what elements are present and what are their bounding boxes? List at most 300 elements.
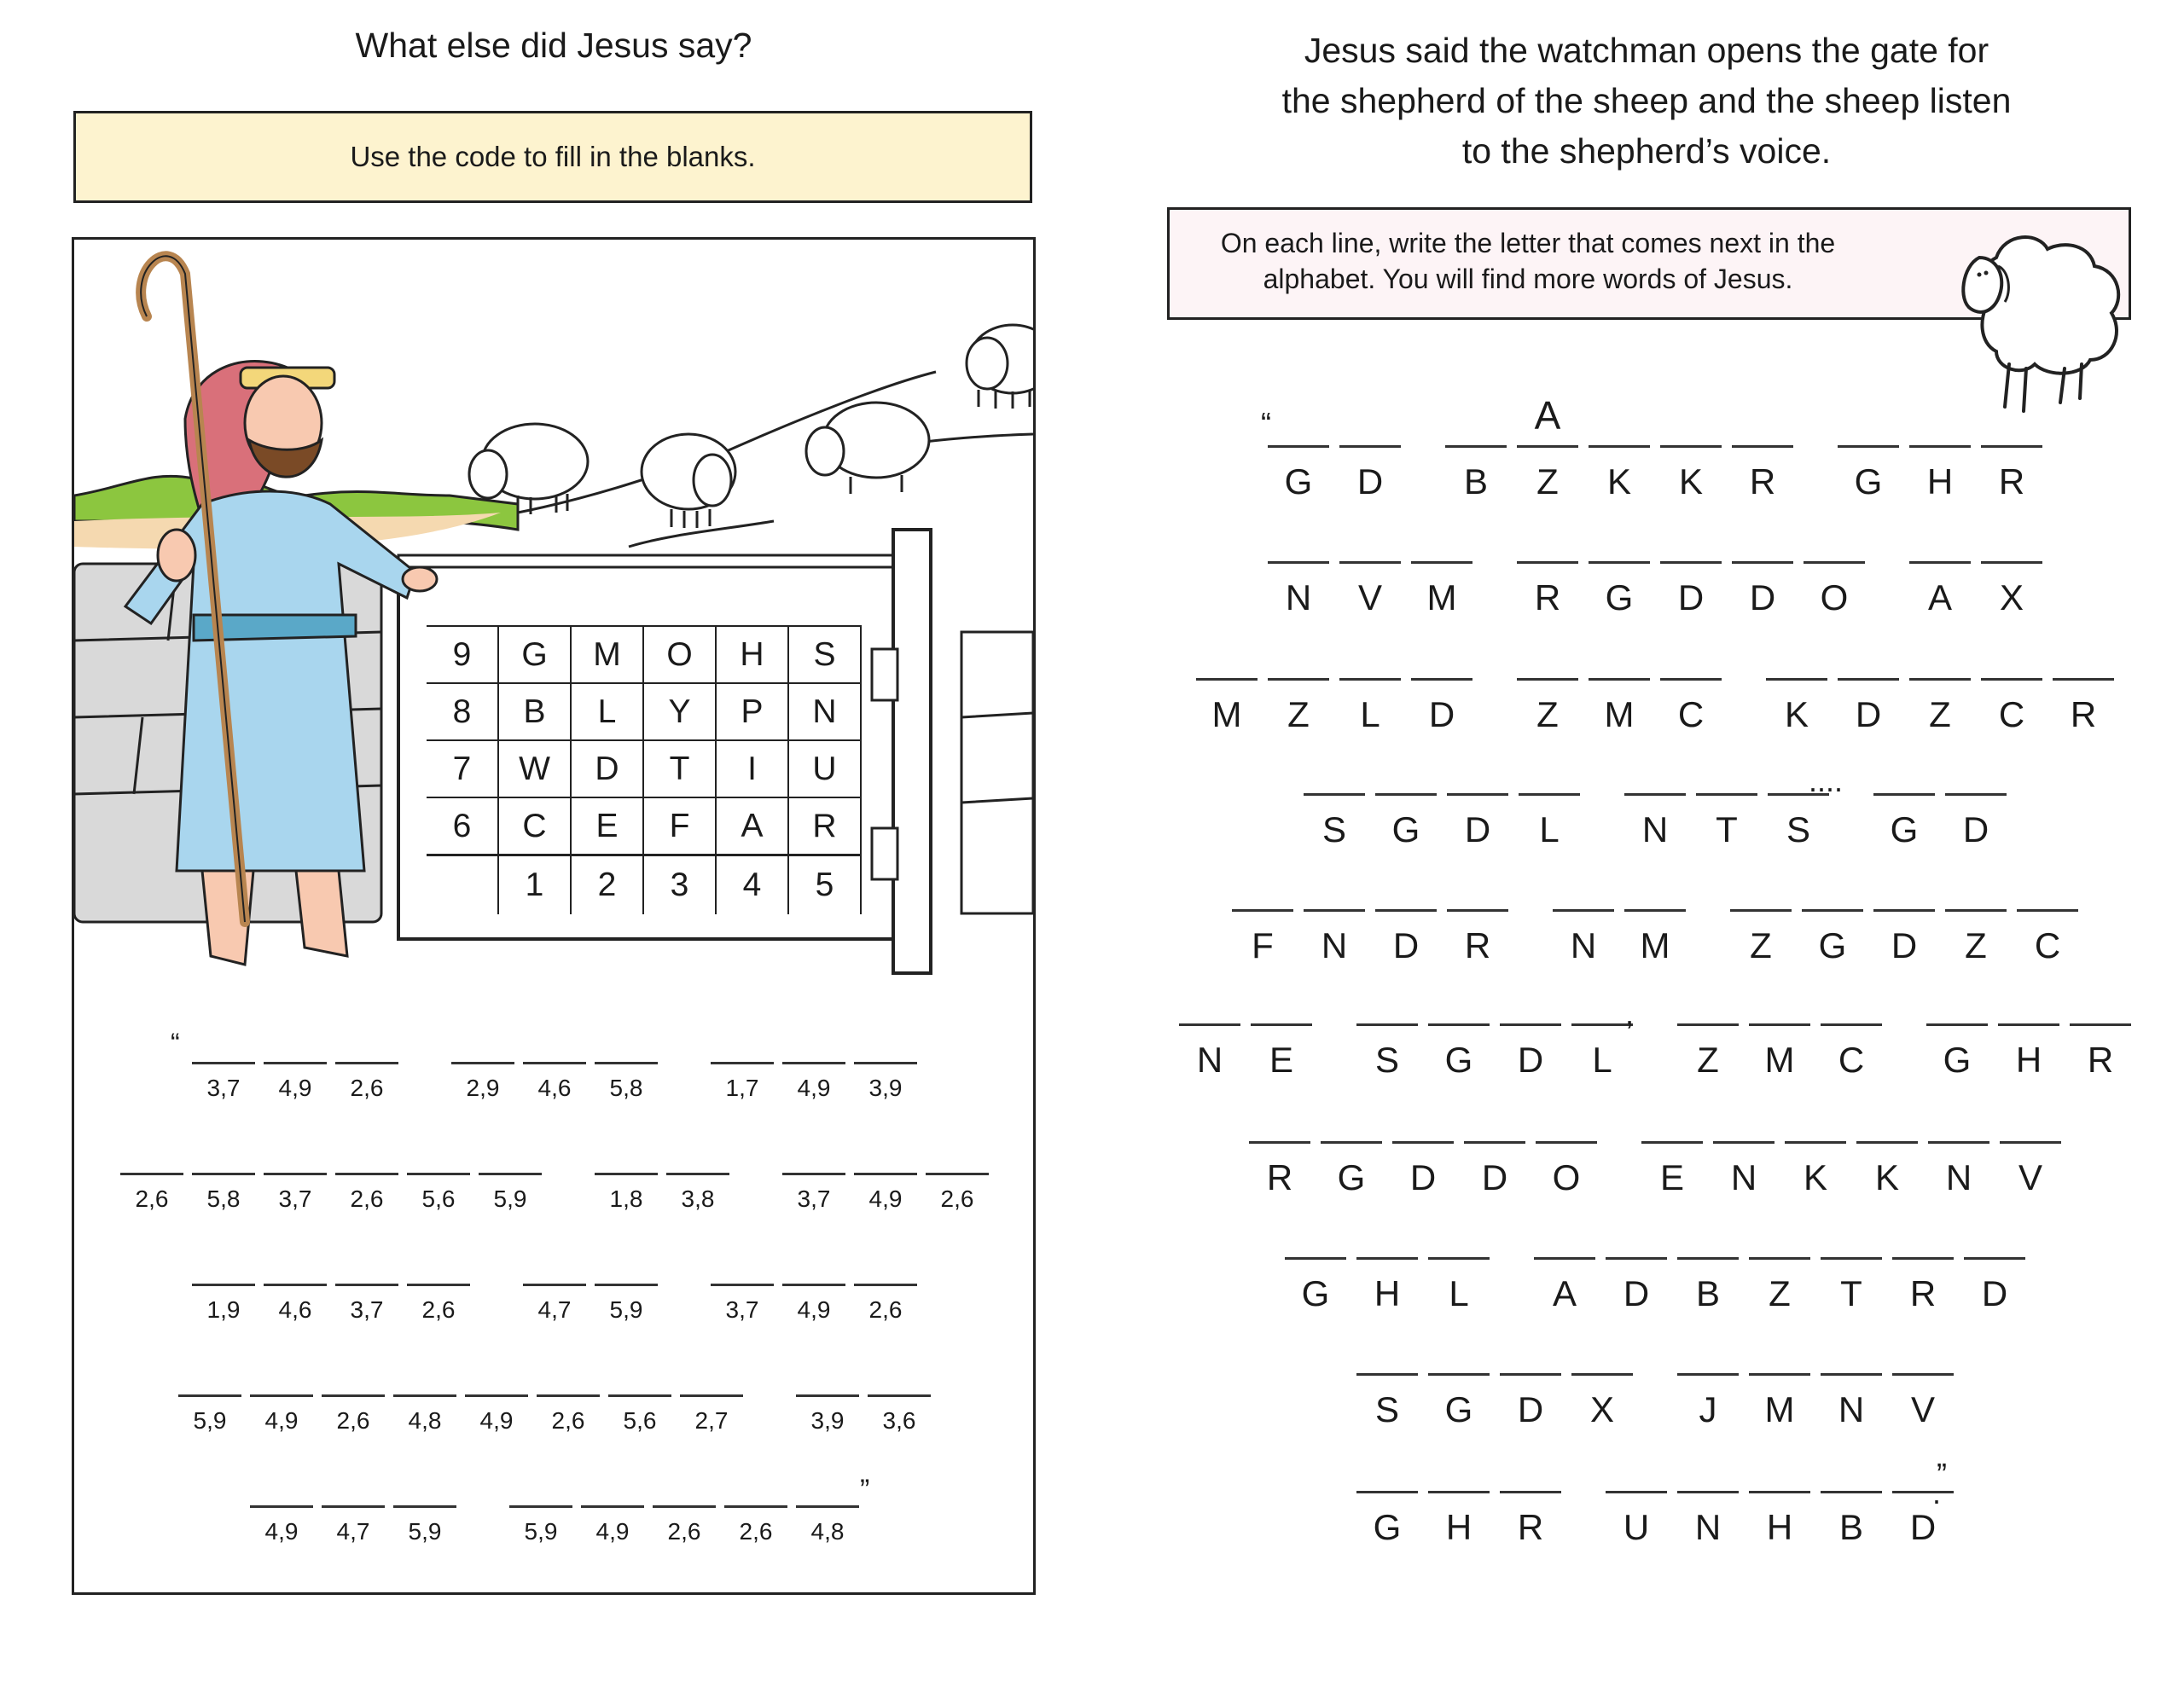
answer-blank[interactable] bbox=[1375, 909, 1437, 912]
cipher-letter: Z bbox=[1287, 694, 1310, 734]
answer-blank[interactable] bbox=[1624, 909, 1686, 912]
cipher-slot bbox=[1623, 909, 1687, 966]
cipher-letter: G bbox=[1284, 461, 1313, 501]
cipher-word bbox=[1636, 1141, 2066, 1198]
cipher-letter: H bbox=[1445, 1507, 1472, 1547]
cipher-slot bbox=[1570, 1023, 1635, 1081]
answer-blank[interactable] bbox=[1519, 793, 1580, 796]
cipher-slot bbox=[1979, 445, 2044, 502]
cipher-letter: D bbox=[1749, 577, 1776, 617]
code-pair: 5,8 bbox=[609, 1075, 643, 1101]
answer-blank[interactable] bbox=[1321, 1141, 1382, 1144]
answer-blank[interactable] bbox=[1589, 678, 1650, 681]
answer-blank[interactable] bbox=[1964, 1257, 2025, 1260]
answer-blank[interactable] bbox=[1447, 793, 1508, 796]
answer-blank[interactable] bbox=[1660, 445, 1722, 448]
answer-blank[interactable] bbox=[407, 1173, 470, 1175]
answer-blank[interactable] bbox=[653, 1505, 716, 1508]
answer-blank[interactable] bbox=[250, 1505, 313, 1508]
answer-blank[interactable] bbox=[854, 1173, 917, 1175]
cipher-slot bbox=[1694, 793, 1759, 850]
answer-blank[interactable] bbox=[680, 1394, 743, 1397]
grid-cell: N bbox=[788, 683, 861, 740]
answer-blank[interactable] bbox=[854, 1284, 917, 1286]
cipher-letter: A bbox=[1552, 1273, 1577, 1313]
code-slot bbox=[250, 1505, 313, 1545]
cipher-letter: N bbox=[1285, 577, 1312, 617]
answer-blank[interactable] bbox=[1766, 678, 1827, 681]
cipher-slot bbox=[1747, 1373, 1812, 1430]
answer-blank[interactable] bbox=[1677, 1491, 1739, 1493]
code-pair: 4,9 bbox=[264, 1407, 299, 1434]
answer-blank[interactable] bbox=[1428, 1257, 1490, 1260]
cipher-letter: D bbox=[1981, 1273, 2008, 1313]
code-pair: 4,8 bbox=[810, 1518, 845, 1545]
code-slot bbox=[782, 1284, 845, 1324]
answer-blank[interactable] bbox=[1589, 561, 1650, 564]
answer-blank[interactable] bbox=[1534, 1257, 1595, 1260]
answer-blank[interactable] bbox=[1981, 678, 2042, 681]
grid-column-label: 5 bbox=[788, 855, 861, 915]
cipher-line bbox=[1169, 1373, 2141, 1430]
answer-blank[interactable] bbox=[1873, 909, 1935, 912]
answer-blank[interactable] bbox=[393, 1505, 456, 1508]
answer-blank[interactable] bbox=[1873, 793, 1935, 796]
cipher-letter: G bbox=[1301, 1273, 1330, 1313]
answer-blank[interactable] bbox=[711, 1062, 774, 1064]
answer-blank[interactable] bbox=[581, 1505, 644, 1508]
cipher-slot bbox=[1355, 1023, 1420, 1081]
code-slot bbox=[120, 1173, 183, 1213]
code-slot bbox=[264, 1284, 327, 1324]
answer-blank[interactable] bbox=[1445, 445, 1507, 448]
answer-blank[interactable] bbox=[1749, 1023, 1810, 1026]
answer-blank[interactable] bbox=[335, 1173, 398, 1175]
cipher-letter: Z bbox=[1697, 1040, 1719, 1080]
answer-blank[interactable] bbox=[1945, 793, 2007, 796]
answer-blank[interactable] bbox=[1251, 1023, 1312, 1026]
code-pair: 4,9 bbox=[797, 1075, 831, 1101]
answer-blank[interactable] bbox=[1730, 909, 1792, 912]
cipher-slot bbox=[1836, 678, 1901, 735]
code-pair: 2,6 bbox=[667, 1518, 701, 1545]
open-quote: “ bbox=[1261, 406, 1271, 441]
answer-blank[interactable] bbox=[666, 1173, 729, 1175]
answer-blank[interactable] bbox=[1428, 1023, 1490, 1026]
code-pair: 5,6 bbox=[623, 1407, 657, 1434]
answer-blank[interactable] bbox=[335, 1284, 398, 1286]
answer-blank[interactable] bbox=[608, 1394, 671, 1397]
answer-blank[interactable] bbox=[1660, 561, 1722, 564]
answer-blank[interactable] bbox=[1517, 561, 1578, 564]
answer-blank[interactable] bbox=[1660, 678, 1722, 681]
answer-blank[interactable] bbox=[1804, 561, 1865, 564]
cipher-slot bbox=[1426, 1023, 1491, 1081]
code-pair: 1,7 bbox=[725, 1075, 759, 1101]
cipher-slot bbox=[1658, 445, 1723, 502]
answer-blank[interactable] bbox=[595, 1284, 658, 1286]
answer-blank[interactable] bbox=[1606, 1257, 1667, 1260]
code-pair: 4,9 bbox=[278, 1075, 312, 1101]
cipher-letter: D bbox=[1464, 809, 1491, 849]
sheep-icon bbox=[642, 434, 735, 528]
answer-blank[interactable] bbox=[1428, 1373, 1490, 1376]
cipher-letter: D bbox=[1409, 1157, 1437, 1197]
answer-blank[interactable] bbox=[1356, 1373, 1418, 1376]
answer-blank[interactable] bbox=[192, 1173, 255, 1175]
cipher-letter: X bbox=[1999, 577, 2024, 617]
answer-blank[interactable] bbox=[1928, 1141, 1989, 1144]
cipher-slot bbox=[1819, 1023, 1884, 1081]
grid-cell: M bbox=[571, 626, 643, 683]
answer-blank[interactable] bbox=[537, 1394, 600, 1397]
answer-blank[interactable] bbox=[264, 1062, 327, 1064]
code-line bbox=[75, 1173, 1034, 1213]
answer-blank[interactable] bbox=[1571, 1023, 1633, 1026]
answer-blank[interactable] bbox=[926, 1173, 989, 1175]
cipher-letter: R bbox=[1517, 1507, 1544, 1547]
answer-blank[interactable] bbox=[1713, 1141, 1774, 1144]
code-pair: 4,9 bbox=[797, 1296, 831, 1323]
hill-line bbox=[629, 521, 774, 547]
code-slot bbox=[407, 1284, 470, 1324]
code-slot bbox=[595, 1062, 658, 1102]
answer-blank[interactable] bbox=[1304, 909, 1365, 912]
answer-blank[interactable] bbox=[1909, 445, 1971, 448]
answer-blank[interactable] bbox=[1732, 561, 1793, 564]
cipher-word bbox=[1868, 793, 2012, 850]
code-word bbox=[706, 1062, 921, 1102]
answer-blank[interactable] bbox=[1749, 1373, 1810, 1376]
answer-blank[interactable] bbox=[1232, 909, 1293, 912]
answer-blank[interactable] bbox=[1179, 1023, 1240, 1026]
answer-blank[interactable] bbox=[1428, 1491, 1490, 1493]
cipher-letter: H bbox=[1926, 461, 1954, 501]
cipher-word bbox=[1672, 1023, 1887, 1081]
answer-blank[interactable] bbox=[1285, 1257, 1346, 1260]
answer-blank[interactable] bbox=[509, 1505, 572, 1508]
ellipsis: .... bbox=[1809, 763, 1844, 798]
cipher-slot bbox=[1996, 1023, 2061, 1081]
code-slot bbox=[335, 1284, 398, 1324]
cipher-slot bbox=[1855, 1141, 1920, 1198]
cipher-letter: G bbox=[1444, 1389, 1473, 1429]
answer-blank[interactable] bbox=[322, 1394, 385, 1397]
code-pair: 3,9 bbox=[810, 1407, 845, 1434]
code-pair: 2,6 bbox=[336, 1407, 370, 1434]
answer-blank[interactable] bbox=[1677, 1257, 1739, 1260]
answer-blank[interactable] bbox=[1802, 909, 1863, 912]
answer-blank[interactable] bbox=[1892, 1373, 1954, 1376]
answer-blank[interactable] bbox=[1339, 445, 1401, 448]
answer-blank[interactable] bbox=[523, 1062, 586, 1064]
code-slot bbox=[465, 1394, 528, 1435]
answer-blank[interactable] bbox=[1500, 1491, 1561, 1493]
code-pair: 5,9 bbox=[609, 1296, 643, 1323]
grid-row-label: 9 bbox=[427, 626, 498, 683]
answer-blank[interactable] bbox=[782, 1284, 845, 1286]
answer-blank[interactable] bbox=[1339, 561, 1401, 564]
answer-blank[interactable] bbox=[335, 1062, 398, 1064]
answer-blank[interactable] bbox=[1785, 1141, 1846, 1144]
grid-cell: T bbox=[643, 740, 716, 797]
cipher-word bbox=[1280, 1257, 1495, 1314]
cipher-letter: R bbox=[1534, 577, 1561, 617]
answer-blank[interactable] bbox=[854, 1062, 917, 1064]
grid-cell: L bbox=[571, 683, 643, 740]
answer-blank[interactable] bbox=[1268, 445, 1329, 448]
cipher-slot bbox=[1747, 1491, 1812, 1548]
answer-blank[interactable] bbox=[264, 1173, 327, 1175]
answer-blank[interactable] bbox=[782, 1062, 845, 1064]
answer-blank[interactable] bbox=[1500, 1373, 1561, 1376]
answer-blank[interactable] bbox=[1571, 1373, 1633, 1376]
answer-blank[interactable] bbox=[1356, 1257, 1418, 1260]
answer-blank[interactable] bbox=[192, 1062, 255, 1064]
answer-blank[interactable] bbox=[1821, 1491, 1882, 1493]
answer-blank[interactable] bbox=[1589, 445, 1650, 448]
cipher-letter: D bbox=[1517, 1040, 1544, 1080]
cipher-letter: R bbox=[1998, 461, 2025, 501]
cipher-slot bbox=[1891, 1257, 1955, 1314]
answer-blank[interactable] bbox=[1926, 1023, 1988, 1026]
answer-blank[interactable] bbox=[1641, 1141, 1703, 1144]
answer-blank[interactable] bbox=[724, 1505, 787, 1508]
cipher-letter: V bbox=[1357, 577, 1382, 617]
answer-blank[interactable] bbox=[250, 1394, 313, 1397]
answer-blank[interactable] bbox=[1375, 793, 1437, 796]
code-slot bbox=[451, 1062, 514, 1102]
answer-blank[interactable] bbox=[1892, 1257, 1954, 1260]
answer-blank[interactable] bbox=[1624, 793, 1686, 796]
answer-blank[interactable] bbox=[2017, 909, 2078, 912]
answer-blank[interactable] bbox=[1981, 445, 2042, 448]
answer-blank[interactable] bbox=[595, 1062, 658, 1064]
cipher-slot bbox=[2068, 1023, 2133, 1081]
cipher-letter: C bbox=[1677, 694, 1705, 734]
answer-blank[interactable] bbox=[1356, 1023, 1418, 1026]
answer-blank[interactable] bbox=[796, 1394, 859, 1397]
cipher-slot bbox=[1515, 678, 1580, 735]
cipher-letter: B bbox=[1695, 1273, 1720, 1313]
answer-blank[interactable] bbox=[1268, 561, 1329, 564]
code-word bbox=[188, 1284, 474, 1324]
answer-blank[interactable] bbox=[711, 1284, 774, 1286]
code-pair: 2,6 bbox=[421, 1296, 456, 1323]
answer-blank[interactable] bbox=[1677, 1023, 1739, 1026]
cipher-slot bbox=[1534, 1141, 1599, 1198]
code-pair: 3,7 bbox=[278, 1186, 312, 1212]
cipher-slot bbox=[1355, 1373, 1420, 1430]
answer-blank[interactable] bbox=[1304, 793, 1365, 796]
cipher-word bbox=[1512, 678, 1727, 735]
answer-blank[interactable] bbox=[178, 1394, 241, 1397]
answer-blank[interactable] bbox=[1500, 1023, 1561, 1026]
cipher-letter: S bbox=[1321, 809, 1346, 849]
answer-blank[interactable] bbox=[1732, 445, 1793, 448]
cipher-letter: N bbox=[1730, 1157, 1757, 1197]
code-slot bbox=[782, 1173, 845, 1213]
answer-blank[interactable] bbox=[782, 1173, 845, 1175]
answer-blank[interactable] bbox=[2053, 678, 2114, 681]
answer-blank[interactable] bbox=[523, 1284, 586, 1286]
answer-blank[interactable] bbox=[1677, 1373, 1739, 1376]
answer-blank[interactable] bbox=[1909, 678, 1971, 681]
stone-wall-right bbox=[961, 632, 1033, 913]
cipher-slot bbox=[1676, 1257, 1740, 1314]
code-pair: 3,6 bbox=[882, 1407, 916, 1434]
answer-blank[interactable] bbox=[1821, 1023, 1882, 1026]
cipher-letter: B bbox=[1838, 1507, 1863, 1547]
code-pair: 2,6 bbox=[739, 1518, 773, 1545]
cipher-word bbox=[1351, 1491, 1566, 1548]
answer-blank[interactable] bbox=[1536, 1141, 1597, 1144]
answer-blank[interactable] bbox=[1821, 1373, 1882, 1376]
cipher-letter: K bbox=[1803, 1157, 1827, 1197]
answer-blank[interactable] bbox=[1749, 1257, 1810, 1260]
answer-blank[interactable] bbox=[465, 1394, 528, 1397]
code-slot bbox=[407, 1173, 470, 1213]
answer-blank[interactable] bbox=[1392, 1141, 1454, 1144]
cipher-letter: D bbox=[1481, 1157, 1508, 1197]
cipher-slot bbox=[1355, 1257, 1420, 1314]
code-slot bbox=[250, 1394, 313, 1435]
cipher-slot bbox=[1426, 1373, 1491, 1430]
close-quote: ” bbox=[1937, 1457, 1947, 1492]
right-title-line: Jesus said the watchman opens the gate for bbox=[1304, 31, 1989, 70]
answer-blank[interactable] bbox=[1464, 1141, 1525, 1144]
answer-blank[interactable] bbox=[1249, 1141, 1310, 1144]
answer-blank[interactable] bbox=[451, 1062, 514, 1064]
cipher-letter: R bbox=[1464, 925, 1491, 965]
answer-blank[interactable] bbox=[595, 1173, 658, 1175]
code-slot bbox=[335, 1062, 398, 1102]
answer-blank[interactable] bbox=[1517, 678, 1578, 681]
code-slot bbox=[264, 1173, 327, 1213]
cipher-letter: N bbox=[1838, 1389, 1865, 1429]
answer-blank[interactable] bbox=[1606, 1491, 1667, 1493]
cipher-slot bbox=[1498, 1023, 1563, 1081]
answer-blank[interactable] bbox=[1838, 445, 1899, 448]
cipher-slot bbox=[1926, 1141, 1991, 1198]
answer-blank[interactable] bbox=[1553, 909, 1614, 912]
answer-blank[interactable] bbox=[407, 1284, 470, 1286]
cipher-letter: O bbox=[1552, 1157, 1581, 1197]
answer-blank[interactable] bbox=[1411, 678, 1472, 681]
grid-cell: I bbox=[716, 740, 788, 797]
cipher-slot bbox=[1764, 678, 1829, 735]
cipher-word bbox=[1833, 445, 2048, 502]
answer-blank[interactable] bbox=[1356, 1491, 1418, 1493]
cipher-slot bbox=[2015, 909, 2080, 966]
cipher-letter: G bbox=[1943, 1040, 1972, 1080]
answer-blank[interactable] bbox=[1838, 678, 1899, 681]
code-slot bbox=[608, 1394, 671, 1435]
code-slot bbox=[854, 1284, 917, 1324]
example-answer: A bbox=[1534, 393, 1561, 438]
code-word bbox=[188, 1062, 403, 1102]
answer-blank[interactable] bbox=[1945, 909, 2007, 912]
answer-blank[interactable] bbox=[868, 1394, 931, 1397]
code-word bbox=[116, 1173, 546, 1213]
answer-blank[interactable] bbox=[2000, 1141, 2061, 1144]
answer-blank[interactable] bbox=[1998, 1023, 2059, 1026]
cipher-letter: Z bbox=[1929, 694, 1951, 734]
cipher-slot bbox=[1283, 1257, 1348, 1314]
code-slot bbox=[509, 1505, 572, 1545]
code-pair: 2,6 bbox=[940, 1186, 974, 1212]
answer-blank[interactable] bbox=[1268, 678, 1329, 681]
code-word bbox=[174, 1394, 747, 1435]
answer-blank[interactable] bbox=[393, 1394, 456, 1397]
cipher-slot bbox=[1338, 561, 1403, 618]
cipher-word bbox=[1263, 445, 1406, 502]
answer-blank[interactable] bbox=[1821, 1257, 1882, 1260]
cipher-slot bbox=[1800, 909, 1865, 966]
cipher-letter: K bbox=[1874, 1157, 1899, 1197]
answer-blank[interactable] bbox=[796, 1505, 859, 1508]
answer-blank[interactable] bbox=[2070, 1023, 2131, 1026]
cipher-letter: D bbox=[1677, 577, 1705, 617]
answer-blank[interactable] bbox=[1447, 909, 1508, 912]
code-pair: 2,6 bbox=[350, 1186, 384, 1212]
cipher-slot bbox=[1730, 561, 1795, 618]
answer-blank[interactable] bbox=[192, 1284, 255, 1286]
cipher-slot bbox=[1943, 793, 2008, 850]
answer-blank[interactable] bbox=[120, 1173, 183, 1175]
grid-column-label: 3 bbox=[643, 855, 716, 915]
cipher-letter: S bbox=[1374, 1040, 1399, 1080]
cipher-letter: D bbox=[1428, 694, 1455, 734]
cipher-letter: N bbox=[1570, 925, 1597, 965]
cipher-word bbox=[1174, 1023, 1317, 1081]
grid-cell: B bbox=[498, 683, 571, 740]
answer-blank[interactable] bbox=[1696, 793, 1757, 796]
grid-cell: D bbox=[571, 740, 643, 797]
cipher-slot bbox=[1891, 1491, 1955, 1548]
cipher-letter: G bbox=[1337, 1157, 1366, 1197]
cipher-word bbox=[1600, 1491, 1959, 1548]
answer-blank[interactable] bbox=[1339, 678, 1401, 681]
answer-blank[interactable] bbox=[1909, 561, 1971, 564]
answer-blank[interactable] bbox=[1856, 1141, 1918, 1144]
cipher-slot bbox=[1443, 445, 1508, 502]
left-page-title: What else did Jesus say? bbox=[355, 26, 752, 65]
cipher-letter: C bbox=[2034, 925, 2061, 965]
grid-row-label: 6 bbox=[427, 797, 498, 855]
answer-blank[interactable] bbox=[1411, 561, 1472, 564]
cipher-slot bbox=[1266, 561, 1331, 618]
cipher-slot bbox=[1374, 793, 1438, 850]
answer-blank[interactable] bbox=[1196, 678, 1258, 681]
cipher-slot bbox=[1426, 1257, 1491, 1314]
answer-blank[interactable] bbox=[1517, 445, 1578, 448]
grid-row bbox=[427, 797, 861, 855]
answer-blank[interactable] bbox=[479, 1173, 542, 1175]
cipher-slot bbox=[1979, 561, 2044, 618]
cipher-word bbox=[1298, 793, 1585, 850]
cipher-letter: J bbox=[1699, 1389, 1717, 1429]
answer-blank[interactable] bbox=[264, 1284, 327, 1286]
grid-cell: A bbox=[716, 797, 788, 855]
answer-blank[interactable] bbox=[322, 1505, 385, 1508]
code-pair: 5,6 bbox=[421, 1186, 456, 1212]
comma: , bbox=[1625, 996, 1635, 1031]
answer-blank[interactable] bbox=[1749, 1491, 1810, 1493]
cipher-letter: C bbox=[1998, 694, 2025, 734]
code-slot bbox=[192, 1062, 255, 1102]
answer-blank[interactable] bbox=[1981, 561, 2042, 564]
